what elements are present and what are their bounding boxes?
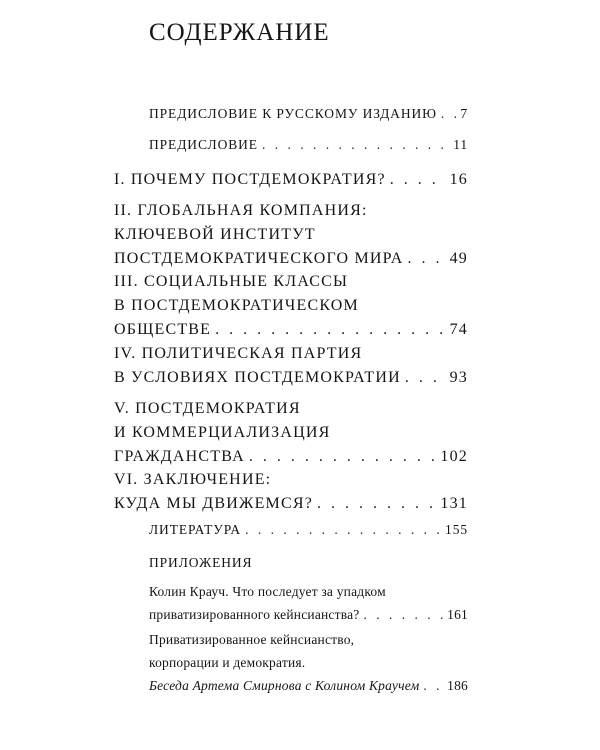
- chapter-title-line: КУДА МЫ ДВИЖЕМСЯ?: [114, 495, 314, 512]
- chapter-title-line: III. СОЦИАЛЬНЫЕ КЛАССЫ: [114, 273, 349, 290]
- page-number: 74: [449, 321, 468, 338]
- toc-chapter-5: [114, 397, 468, 469]
- dot-leader: [423, 674, 443, 697]
- page-number: 155: [445, 522, 468, 537]
- dot-leader: [249, 445, 437, 469]
- chapter-title-line: ОБЩЕСТВЕ: [114, 321, 212, 338]
- chapter-title-line: VI. ЗАКЛЮЧЕНИЕ:: [114, 471, 272, 488]
- appendix-heading-text: ПРИЛОЖЕНИЯ: [149, 555, 253, 570]
- appendix-item-1: [149, 580, 468, 626]
- appendix-heading: [149, 555, 252, 571]
- dot-leader: [262, 137, 449, 153]
- dot-leader: [405, 366, 446, 390]
- chapter-title-line: И КОММЕРЦИАЛИЗАЦИЯ: [114, 424, 331, 441]
- dot-leader: [245, 522, 441, 538]
- chapter-title-line: В ПОСТДЕМОКРАТИЧЕСКОМ: [114, 297, 359, 314]
- appendix-item-line: Приватизированное кейнсианство,: [149, 632, 355, 647]
- appendix-item-line: корпорации и демократия.: [149, 655, 306, 670]
- dot-leader: [364, 603, 444, 626]
- toc-entry-label: ПРЕДИСЛОВИЕ К РУССКОМУ ИЗДАНИЮ: [149, 106, 437, 121]
- dot-leader: [317, 492, 436, 516]
- chapter-title-line: V. ПОСТДЕМОКРАТИЯ: [114, 400, 301, 417]
- dot-leader: [390, 168, 446, 192]
- page-title: СОДЕРЖАНИЕ: [149, 19, 330, 46]
- dot-leader: [215, 318, 445, 342]
- chapter-title-line: КЛЮЧЕВОЙ ИНСТИТУТ: [114, 226, 316, 243]
- chapter-title-line: В УСЛОВИЯХ ПОСТДЕМОКРАТИИ: [114, 369, 401, 386]
- appendix-item-subtitle: Беседа Артема Смирнова с Колином Краучем: [149, 678, 420, 693]
- chapter-title-line: ГРАЖДАНСТВА: [114, 448, 245, 465]
- dot-leader: [441, 106, 456, 122]
- page-number: 161: [447, 607, 468, 622]
- toc-entry-preface: [149, 137, 468, 159]
- chapter-title-line: IV. ПОЛИТИЧЕСКАЯ ПАРТИЯ: [114, 345, 363, 362]
- toc-chapter-1: [114, 168, 468, 192]
- chapter-title-line: ПОСТДЕМОКРАТИЧЕСКОГО МИРА: [114, 250, 404, 267]
- toc-chapter-4: [114, 342, 468, 390]
- page-number: 49: [449, 250, 468, 267]
- page-number: 16: [449, 171, 468, 188]
- dot-leader: [407, 247, 445, 271]
- page-number: 93: [449, 369, 468, 386]
- appendix-item-2: [149, 628, 468, 697]
- toc-chapter-3: [114, 270, 468, 342]
- page-number: 186: [447, 678, 468, 693]
- toc-entry-label: ЛИТЕРАТУРА: [149, 522, 242, 537]
- toc-entry-label: ПРЕДИСЛОВИЕ: [149, 137, 258, 152]
- toc-chapter-2: [114, 199, 468, 271]
- toc-chapter-6: [114, 468, 468, 516]
- chapter-title-line: II. ГЛОБАЛЬНАЯ КОМПАНИЯ:: [114, 202, 368, 219]
- toc-entry-preface-ru: [149, 106, 468, 128]
- page-number: 102: [440, 448, 468, 465]
- toc-entry-literature: [149, 522, 468, 544]
- appendix-item-line: Колин Крауч. Что последует за упадком: [149, 584, 386, 599]
- appendix-item-line: приватизированного кейнсианства?: [149, 607, 360, 622]
- page-number: 131: [440, 495, 468, 512]
- page-number: 7: [460, 106, 468, 121]
- chapter-title: I. ПОЧЕМУ ПОСТДЕМОКРАТИЯ?: [114, 171, 386, 188]
- page-number: 11: [453, 137, 468, 152]
